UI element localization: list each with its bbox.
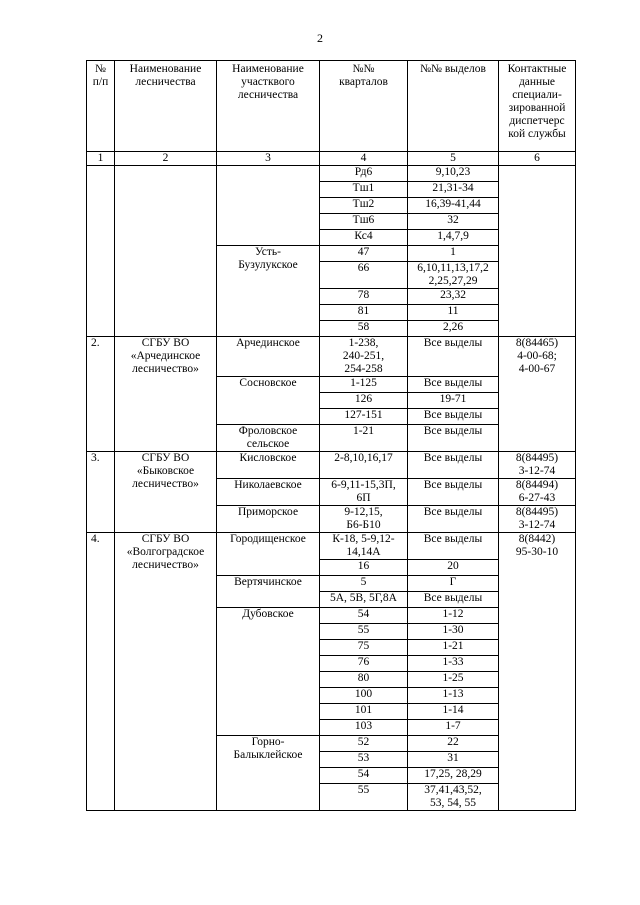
district-name: Дубовское <box>217 608 320 736</box>
quarters-cell: 54 <box>320 768 408 784</box>
sections-cell: Все выделы <box>408 425 499 452</box>
quarters-cell: Кс4 <box>320 230 408 246</box>
sections-cell: 1 <box>408 246 499 262</box>
quarters-cell: 76 <box>320 656 408 672</box>
quarters-cell: 5 <box>320 576 408 592</box>
sections-cell: 1-12 <box>408 608 499 624</box>
district-name: Фроловское сельское <box>217 425 320 452</box>
header-cell-forestry: Наименование лесничества <box>115 61 217 152</box>
sections-cell: 21,31-34 <box>408 182 499 198</box>
forestry-name: СГБУ ВО «Волгоградское лесничество» <box>115 533 217 811</box>
table-row <box>87 533 576 560</box>
sections-cell: Все выделы <box>408 409 499 425</box>
contact-cell: 8(84465) 4-00-68; 4-00-67 <box>499 337 576 452</box>
sections-cell: 1-25 <box>408 672 499 688</box>
sections-cell: Все выделы <box>408 452 499 479</box>
district-name <box>217 166 320 246</box>
row-number: 4. <box>87 533 115 811</box>
table-row <box>87 452 576 479</box>
sections-cell: 1-7 <box>408 720 499 736</box>
column-number: 4 <box>320 152 408 166</box>
quarters-cell: 127-151 <box>320 409 408 425</box>
district-name: Городищенское <box>217 533 320 576</box>
quarters-cell: 66 <box>320 262 408 289</box>
sections-cell: 1-14 <box>408 704 499 720</box>
sections-cell: 9,10,23 <box>408 166 499 182</box>
sections-cell: 1-13 <box>408 688 499 704</box>
row-number <box>87 166 115 337</box>
quarters-cell: 1-238, 240-251, 254-258 <box>320 337 408 377</box>
forestry-name: СГБУ ВО «Быковское лесничество» <box>115 452 217 533</box>
sections-cell: Все выделы <box>408 506 499 533</box>
header-cell-num: № п/п <box>87 61 115 152</box>
sections-cell: 1-21 <box>408 640 499 656</box>
quarters-cell: 5А, 5В, 5Г,8А <box>320 592 408 608</box>
quarters-cell: 81 <box>320 305 408 321</box>
quarters-cell: 16 <box>320 560 408 576</box>
forestry-name <box>115 166 217 337</box>
sections-cell: Все выделы <box>408 592 499 608</box>
quarters-cell: 54 <box>320 608 408 624</box>
district-name: Вертячинское <box>217 576 320 608</box>
district-name: Горно- Балыклейское <box>217 736 320 811</box>
sections-cell: 2,26 <box>408 321 499 337</box>
contact-cell: 8(84495) 3-12-74 <box>499 452 576 479</box>
sections-cell: 22 <box>408 736 499 752</box>
district-name: Приморское <box>217 506 320 533</box>
contact-cell: 8(84494) 6-27-43 <box>499 479 576 506</box>
sections-cell: Все выделы <box>408 377 499 393</box>
sections-cell: Все выделы <box>408 479 499 506</box>
sections-cell: 37,41,43,52, 53, 54, 55 <box>408 784 499 811</box>
quarters-cell: Рд6 <box>320 166 408 182</box>
quarters-cell: Тш6 <box>320 214 408 230</box>
quarters-cell: 100 <box>320 688 408 704</box>
quarters-cell: 80 <box>320 672 408 688</box>
quarters-cell: Тш2 <box>320 198 408 214</box>
quarters-cell: 78 <box>320 289 408 305</box>
sections-cell: 16,39-41,44 <box>408 198 499 214</box>
quarters-cell: 58 <box>320 321 408 337</box>
sections-cell: 19-71 <box>408 393 499 409</box>
table-row <box>87 337 576 377</box>
quarters-cell: К-18, 5-9,12- 14,14А <box>320 533 408 560</box>
column-number: 6 <box>499 152 576 166</box>
sections-cell: Все выделы <box>408 533 499 560</box>
table-row <box>87 166 576 182</box>
contact-cell: 8(8442) 95-30-10 <box>499 533 576 811</box>
sections-cell: 20 <box>408 560 499 576</box>
contact-cell: 8(84495) 3-12-74 <box>499 506 576 533</box>
sections-cell: Г <box>408 576 499 592</box>
quarters-cell: 6-9,11-15,3П, 6П <box>320 479 408 506</box>
quarters-cell: Тш1 <box>320 182 408 198</box>
quarters-cell: 1-125 <box>320 377 408 393</box>
district-name: Николаевское <box>217 479 320 506</box>
quarters-cell: 52 <box>320 736 408 752</box>
page-number: 2 <box>317 31 323 45</box>
header-row <box>87 61 576 152</box>
quarters-cell: 53 <box>320 752 408 768</box>
sections-cell: 11 <box>408 305 499 321</box>
quarters-cell: 1-21 <box>320 425 408 452</box>
sections-cell: 31 <box>408 752 499 768</box>
sections-cell: 6,10,11,13,17,2 2,25,27,29 <box>408 262 499 289</box>
row-number: 3. <box>87 452 115 533</box>
district-name: Усть- Бузулукское <box>217 246 320 337</box>
district-name: Сосновское <box>217 377 320 425</box>
sections-cell: 1,4,7,9 <box>408 230 499 246</box>
district-name: Кисловское <box>217 452 320 479</box>
header-cell-district: Наименование участквого лесничества <box>217 61 320 152</box>
sections-cell: 1-30 <box>408 624 499 640</box>
quarters-cell: 55 <box>320 624 408 640</box>
quarters-cell: 126 <box>320 393 408 409</box>
forestry-name: СГБУ ВО «Арчединское лесничество» <box>115 337 217 452</box>
column-number: 5 <box>408 152 499 166</box>
sections-cell: Все выделы <box>408 337 499 377</box>
district-name: Арчединское <box>217 337 320 377</box>
quarters-cell: 47 <box>320 246 408 262</box>
column-number: 1 <box>87 152 115 166</box>
sections-cell: 1-33 <box>408 656 499 672</box>
forestry-table <box>86 60 576 811</box>
sections-cell: 23,32 <box>408 289 499 305</box>
quarters-cell: 2-8,10,16,17 <box>320 452 408 479</box>
column-number: 2 <box>115 152 217 166</box>
quarters-cell: 75 <box>320 640 408 656</box>
header-cell-sections: №№ выделов <box>408 61 499 152</box>
quarters-cell: 55 <box>320 784 408 811</box>
quarters-cell: 101 <box>320 704 408 720</box>
quarters-cell: 9-12,15, Б6-Б10 <box>320 506 408 533</box>
quarters-cell: 103 <box>320 720 408 736</box>
contact-cell <box>499 166 576 337</box>
sections-cell: 17,25, 28,29 <box>408 768 499 784</box>
column-number: 3 <box>217 152 320 166</box>
header-cell-quarters: №№ кварталов <box>320 61 408 152</box>
header-cell-contacts: Контактные данные специали- зированной диспетчерс кой службы <box>499 61 576 152</box>
row-number: 2. <box>87 337 115 452</box>
column-number-row <box>87 152 576 166</box>
sections-cell: 32 <box>408 214 499 230</box>
